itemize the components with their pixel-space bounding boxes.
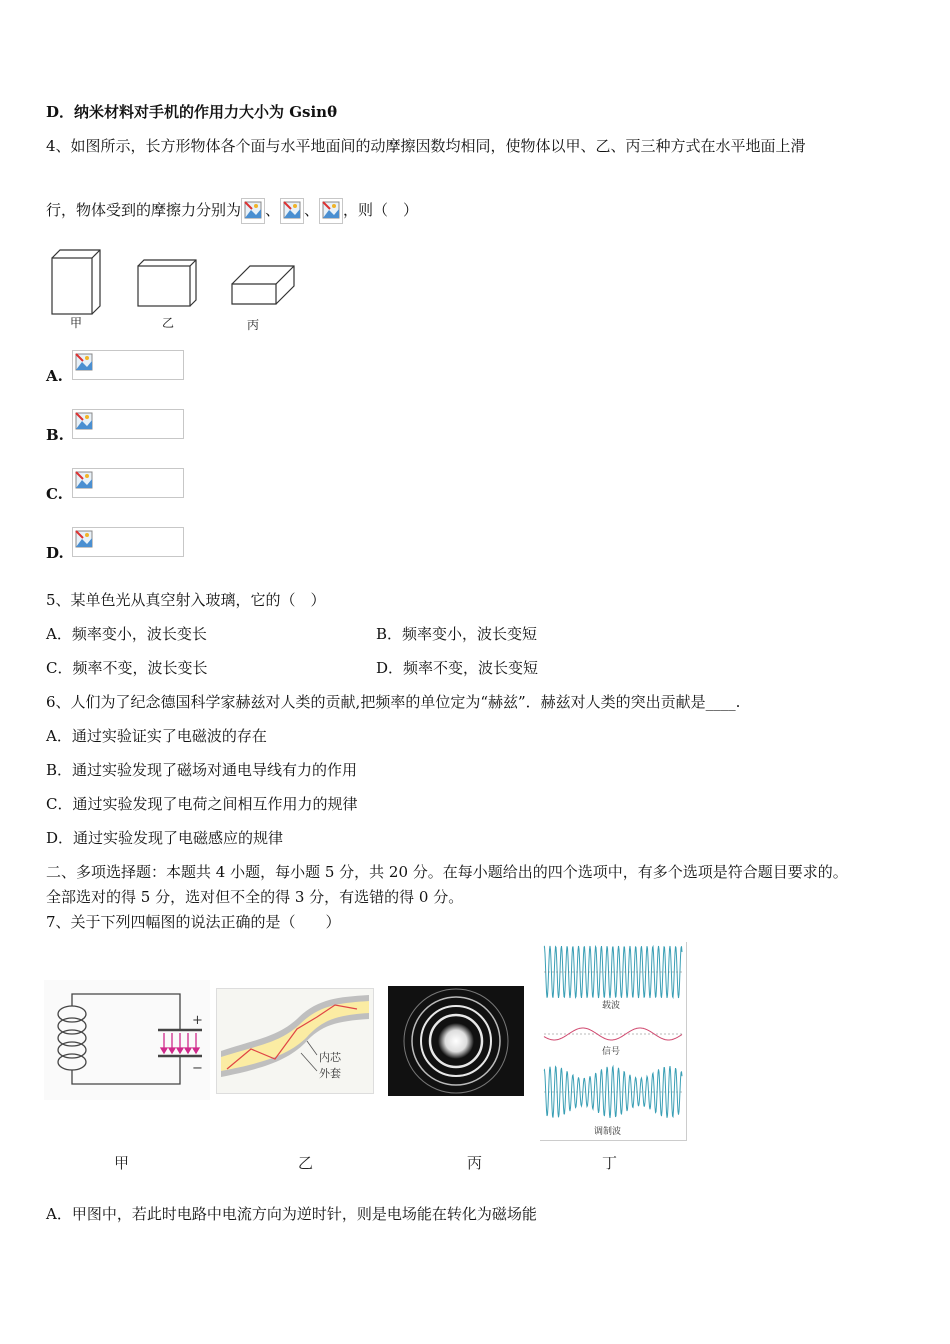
q4-sep2: 、 — [304, 201, 320, 219]
q7-label-bing: 丙 — [467, 1154, 483, 1172]
q4-stem-pre: 行，物体受到的摩擦力分别为 — [46, 201, 242, 219]
box-yi — [138, 260, 196, 306]
q4-stem-line1: 4、如图所示，长方形物体各个面与水平地面间的动摩擦因数均相同，使物体以甲、乙、丙三种方式在水平地面上滑 — [46, 137, 806, 155]
fiber-cladding-label: 外套 — [319, 1067, 341, 1080]
section2-line2: 全部选对的得 5 分，选对但不全的得 3 分，有选错的得 0 分。 — [46, 888, 464, 906]
q4-option-b-image — [72, 409, 184, 439]
q4-sep1: 、 — [265, 201, 281, 219]
box-bing — [232, 266, 294, 304]
q7-label-jia: 甲 — [114, 1154, 130, 1172]
q4-stem-line2 — [46, 198, 418, 224]
section2-line1: 二、多项选择题：本题共 4 小题，每小题 5 分，共 20 分。在每小题给出的四个选项中，有多个选项是符合题目要求的。 — [46, 863, 848, 881]
q4-figure-label-jia: 甲 — [70, 316, 83, 330]
box-jia — [52, 250, 100, 314]
q6-option-a: A．通过实验证实了电磁波的存在 — [46, 727, 267, 745]
q7-option-a: A．甲图中，若此时电路中电流方向为逆时针，则是电场能在转化为磁场能 — [46, 1205, 537, 1223]
q4-figure-label-yi: 乙 — [162, 316, 175, 330]
fiber-core-label: 内芯 — [319, 1051, 341, 1064]
q7-label-yi: 乙 — [298, 1154, 314, 1172]
q4-option-c-label: C. — [46, 485, 63, 503]
broken-image-icon — [280, 198, 304, 224]
capacitor-plus: + — [192, 1013, 203, 1028]
q4-option-c-image — [72, 468, 184, 498]
q7-figure-jia-lc-circuit — [44, 980, 210, 1100]
q5-option-a: A．频率变小，波长变长 — [46, 625, 207, 643]
q7-figure-ding-modulation — [540, 942, 687, 1141]
q4-option-a-label: A. — [46, 367, 63, 385]
q6-stem: 6、人们为了纪念德国科学家赫兹对人类的贡献,把频率的单位定为“赫兹”．赫兹对人类的突出贡献是____. — [46, 693, 741, 711]
q7-label-ding: 丁 — [602, 1154, 618, 1172]
q4-option-b-label: B. — [46, 426, 64, 444]
q4-figure-label-bing: 丙 — [247, 318, 260, 332]
q4-stem-post: ，则（ ） — [343, 201, 419, 219]
q4-option-d-image — [72, 527, 184, 557]
q5-option-b: B．频率变小，波长变短 — [376, 625, 538, 643]
q6-option-c: C．通过实验发现了电荷之间相互作用力的规律 — [46, 795, 358, 813]
capacitor-minus: − — [192, 1061, 203, 1076]
q4-option-d-label: D. — [46, 544, 64, 562]
q6-option-d: D．通过实验发现了电磁感应的规律 — [46, 829, 284, 847]
modulated-label: 调制波 — [594, 1127, 622, 1137]
broken-image-icon — [241, 198, 265, 224]
q7-figure-yi-optical-fiber — [216, 988, 374, 1094]
q5-option-c: C．频率不变，波长变长 — [46, 659, 208, 677]
q7-figure-bing-diffraction-rings — [388, 986, 524, 1096]
q4-option-a-image — [72, 350, 184, 380]
q4-figure-boxes — [44, 244, 304, 336]
q3-option-d: D．纳米材料对手机的作用力大小为 Gsinθ — [46, 103, 338, 121]
signal-label: 信号 — [602, 1047, 621, 1057]
q7-stem: 7、关于下列四幅图的说法正确的是（ ） — [46, 913, 341, 931]
carrier-label: 载波 — [602, 1001, 621, 1011]
q5-option-d: D．频率不变，波长变短 — [376, 659, 539, 677]
q5-stem: 5、某单色光从真空射入玻璃，它的（ ） — [46, 591, 326, 609]
broken-image-icon — [319, 198, 343, 224]
q6-option-b: B．通过实验发现了磁场对通电导线有力的作用 — [46, 761, 358, 779]
